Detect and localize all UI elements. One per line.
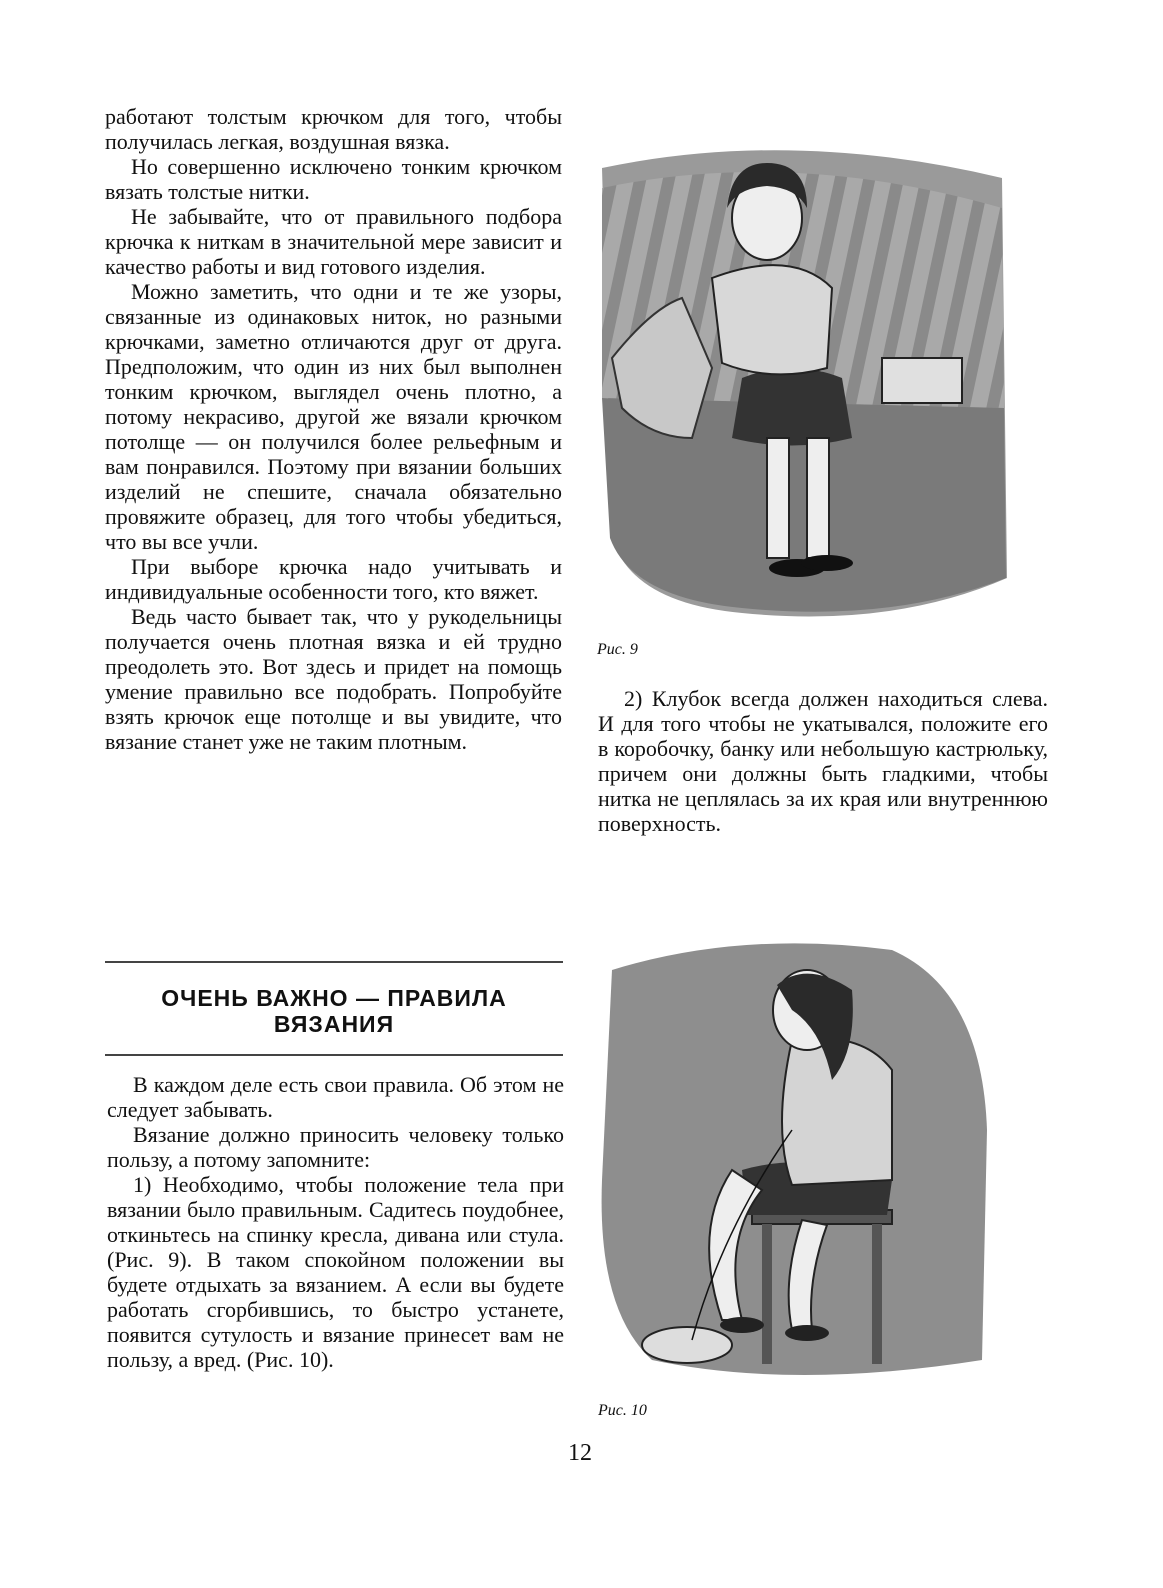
figure-9-illustration bbox=[592, 108, 1012, 626]
right-column bbox=[598, 686, 1048, 836]
paragraph: В каждом деле есть свои правила. Об этом не следует забывать. bbox=[107, 1072, 564, 1122]
paragraph: При выборе крючка надо учитывать и индивидуальные особенности того, кто вяжет. bbox=[105, 554, 562, 604]
paragraph: 2) Клубок всегда должен находиться слева. И для того чтобы не укатывался, положите его в коробочку, банку или небольшую кастрюльку, причем они должны быть гладкими, чтобы нитка не цеплялась за их края или внутреннюю поверхность. bbox=[598, 686, 1048, 836]
section-rule-top bbox=[105, 961, 563, 963]
paragraph: работают толстым крючком для того, чтобы получилась легкая, воздушная вязка. bbox=[105, 104, 562, 154]
section-rule-bottom bbox=[105, 1054, 563, 1056]
paragraph: Ведь часто бывает так, что у рукодельницы получается очень плотная вязка и ей трудно преодолеть это. Вот здесь и придет на помощь умение правильно все подобрать. Попробуйте взять крючок еще потолще и вы увидите, что вязание станет уже не таким плотным. bbox=[105, 604, 562, 754]
section-heading-line: ОЧЕНЬ ВАЖНО — ПРАВИЛА bbox=[161, 985, 507, 1011]
paragraph: Можно заметить, что одни и те же узоры, связанные из одинаковых ниток, но разными крючками, заметно отличаются друг от друга. Предположим, что один из них был выполнен тонким крючком, выглядел очень плотно, а потому некрасиво, другой же вязали крючком потолще — он получился более рельефным и вам понравился. Поэтому при вязании больших изделий не спешите, сначала обязательно провяжите образец, для того чтобы убедиться, что вы все учли. bbox=[105, 279, 562, 554]
girl-on-stool-illustration bbox=[592, 930, 990, 1395]
figure-9-caption: Рис. 9 bbox=[597, 641, 638, 658]
left-column-bottom bbox=[107, 1072, 564, 1372]
figure-10-caption: Рис. 10 bbox=[598, 1402, 647, 1419]
page-number: 12 bbox=[568, 1440, 592, 1466]
paragraph: Но совершенно исключено тонким крючком вязать толстые нитки. bbox=[105, 154, 562, 204]
paragraph: 1) Необходимо, чтобы положение тела при вязании было правильным. Садитесь поудобнее, откиньтесь на спинку кресла, дивана или стула. (Рис. 9). В таком спокойном положении вы будете отдыхать за вязанием. А если вы будете работать сгорбившись, то быстро устанете, появится сутулость и вязание принесет вам не пользу, а вред. (Рис. 10). bbox=[107, 1172, 564, 1372]
paragraph: Вязание должно приносить человеку только пользу, а потому запомните: bbox=[107, 1122, 564, 1172]
section-heading bbox=[105, 985, 563, 1037]
section-heading-line: ВЯЗАНИЯ bbox=[273, 1011, 395, 1037]
figure-10-illustration bbox=[592, 930, 990, 1395]
left-column-top bbox=[105, 104, 562, 754]
paragraph: Не забывайте, что от правильного подбора крючка к ниткам в значительной мере зависит и качество работы и вид готового изделия. bbox=[105, 204, 562, 279]
girl-on-sofa-illustration bbox=[592, 108, 1012, 626]
